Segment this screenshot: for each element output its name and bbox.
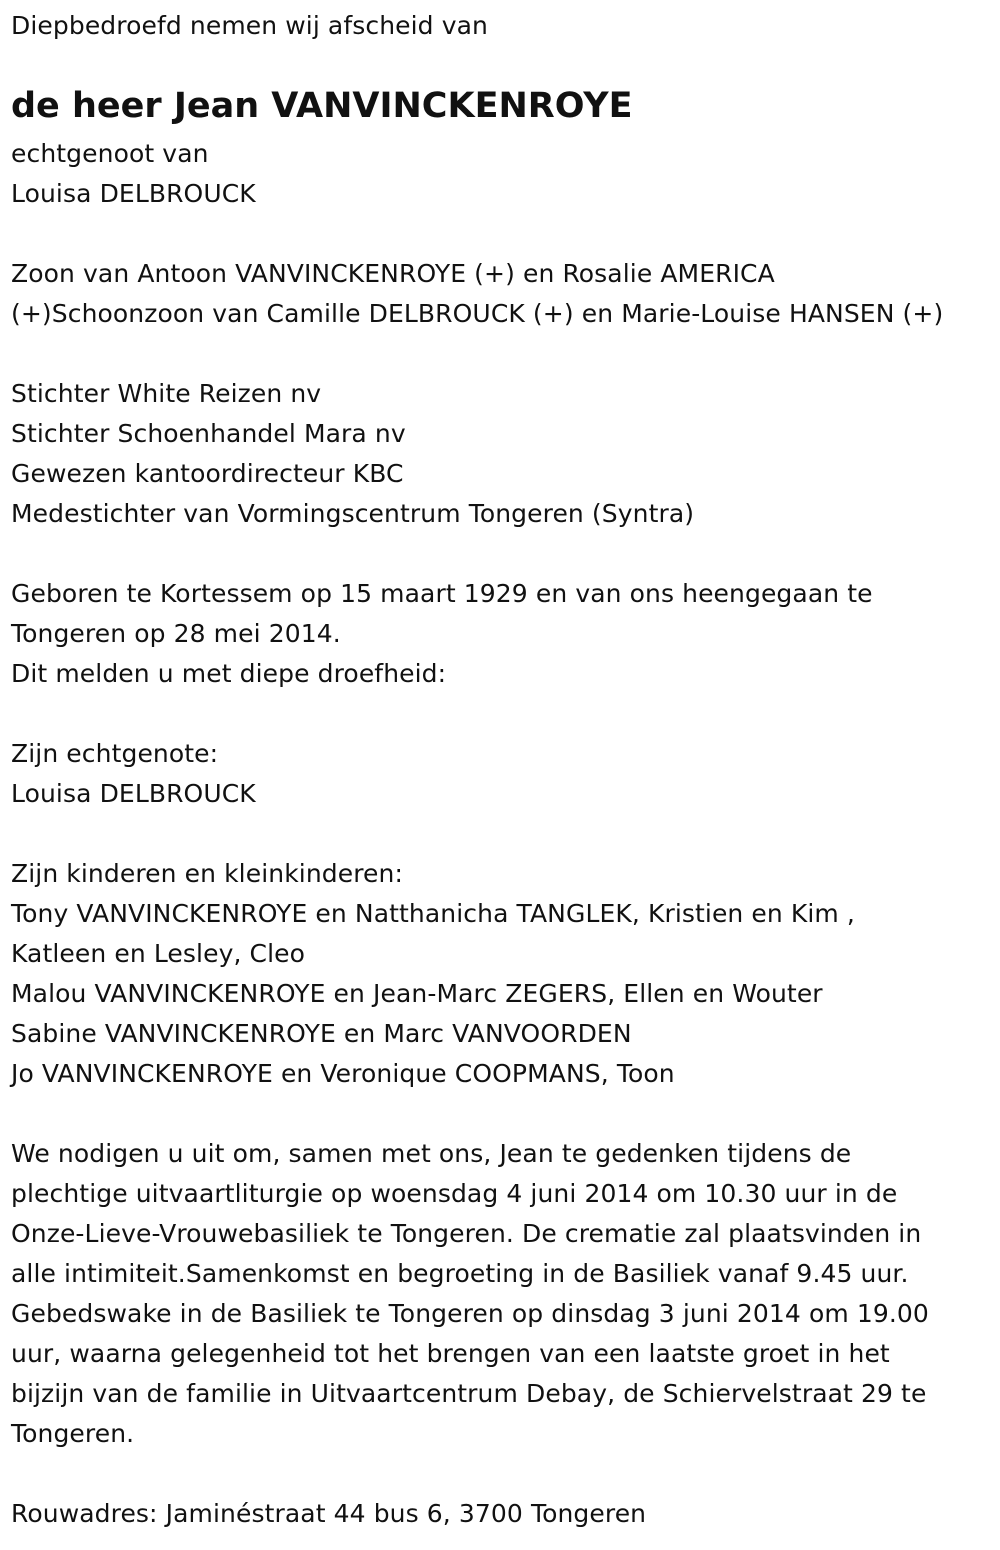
parents-line: Zoon van Antoon VANVINCKENROYE (+) en Rosalie AMERICA <box>11 259 775 288</box>
ceremony-line: uur, waarna gelegenheid tot het brengen van een laatste groet in het <box>11 1339 890 1368</box>
career-block <box>11 374 694 534</box>
career-line: Stichter White Reizen nv <box>11 379 322 408</box>
children-label: Zijn kinderen en kleinkinderen: <box>11 859 403 888</box>
ceremony-line: plechtige uitvaartliturgie op woensdag 4 juni 2014 om 10.30 uur in de <box>11 1179 898 1208</box>
ceremony-block <box>11 1134 929 1454</box>
wife-block <box>11 734 256 814</box>
parents-in-law-line: (+)Schoonzoon van Camille DELBROUCK (+) en Marie-Louise HANSEN (+) <box>11 299 944 328</box>
ceremony-line: We nodigen u uit om, samen met ons, Jean te gedenken tijdens de <box>11 1139 852 1168</box>
ceremony-line: alle intimiteit.Samenkomst en begroeting in de Basiliek vanaf 9.45 uur. <box>11 1259 909 1288</box>
career-line: Medestichter van Vormingscentrum Tongeren (Syntra) <box>11 499 695 528</box>
wife-name: Louisa DELBROUCK <box>11 779 256 808</box>
birth-line: Geboren te Kortessem op 15 maart 1929 en van ons heengegaan te <box>11 579 873 608</box>
child-line: Katleen en Lesley, Cleo <box>11 939 306 968</box>
children-block <box>11 854 855 1094</box>
spouse-label: echtgenoot van <box>11 139 209 168</box>
intro-text: Diepbedroefd nemen wij afscheid van <box>11 11 488 40</box>
spouse-block <box>11 134 256 214</box>
child-line: Sabine VANVINCKENROYE en Marc VANVOORDEN <box>11 1019 632 1048</box>
career-line: Stichter Schoenhandel Mara nv <box>11 419 406 448</box>
ceremony-line: Tongeren. <box>11 1419 135 1448</box>
child-line: Tony VANVINCKENROYE en Natthanicha TANGLEK, Kristien en Kim , <box>11 899 855 928</box>
career-line: Gewezen kantoordirecteur KBC <box>11 459 404 488</box>
family-block <box>11 254 943 334</box>
mourning-address: Rouwadres: Jaminéstraat 44 bus 6, 3700 Tongeren <box>11 1499 647 1528</box>
spouse-name: Louisa DELBROUCK <box>11 179 256 208</box>
deceased-name: de heer Jean VANVINCKENROYE <box>11 86 633 126</box>
child-line: Malou VANVINCKENROYE en Jean-Marc ZEGERS, Ellen en Wouter <box>11 979 823 1008</box>
ceremony-line: Onze-Lieve-Vrouwebasiliek te Tongeren. De crematie zal plaatsvinden in <box>11 1219 922 1248</box>
death-line: Tongeren op 28 mei 2014. <box>11 619 341 648</box>
ceremony-line: Gebedswake in de Basiliek te Tongeren op dinsdag 3 juni 2014 om 19.00 <box>11 1299 929 1328</box>
wife-label: Zijn echtgenote: <box>11 739 219 768</box>
child-line: Jo VANVINCKENROYE en Veronique COOPMANS, Toon <box>11 1059 675 1088</box>
ceremony-line: bijzijn van de familie in Uitvaartcentrum Debay, de Schiervelstraat 29 te <box>11 1379 927 1408</box>
announcement-line: Dit melden u met diepe droefheid: <box>11 659 447 688</box>
birth-death-block <box>11 574 873 694</box>
